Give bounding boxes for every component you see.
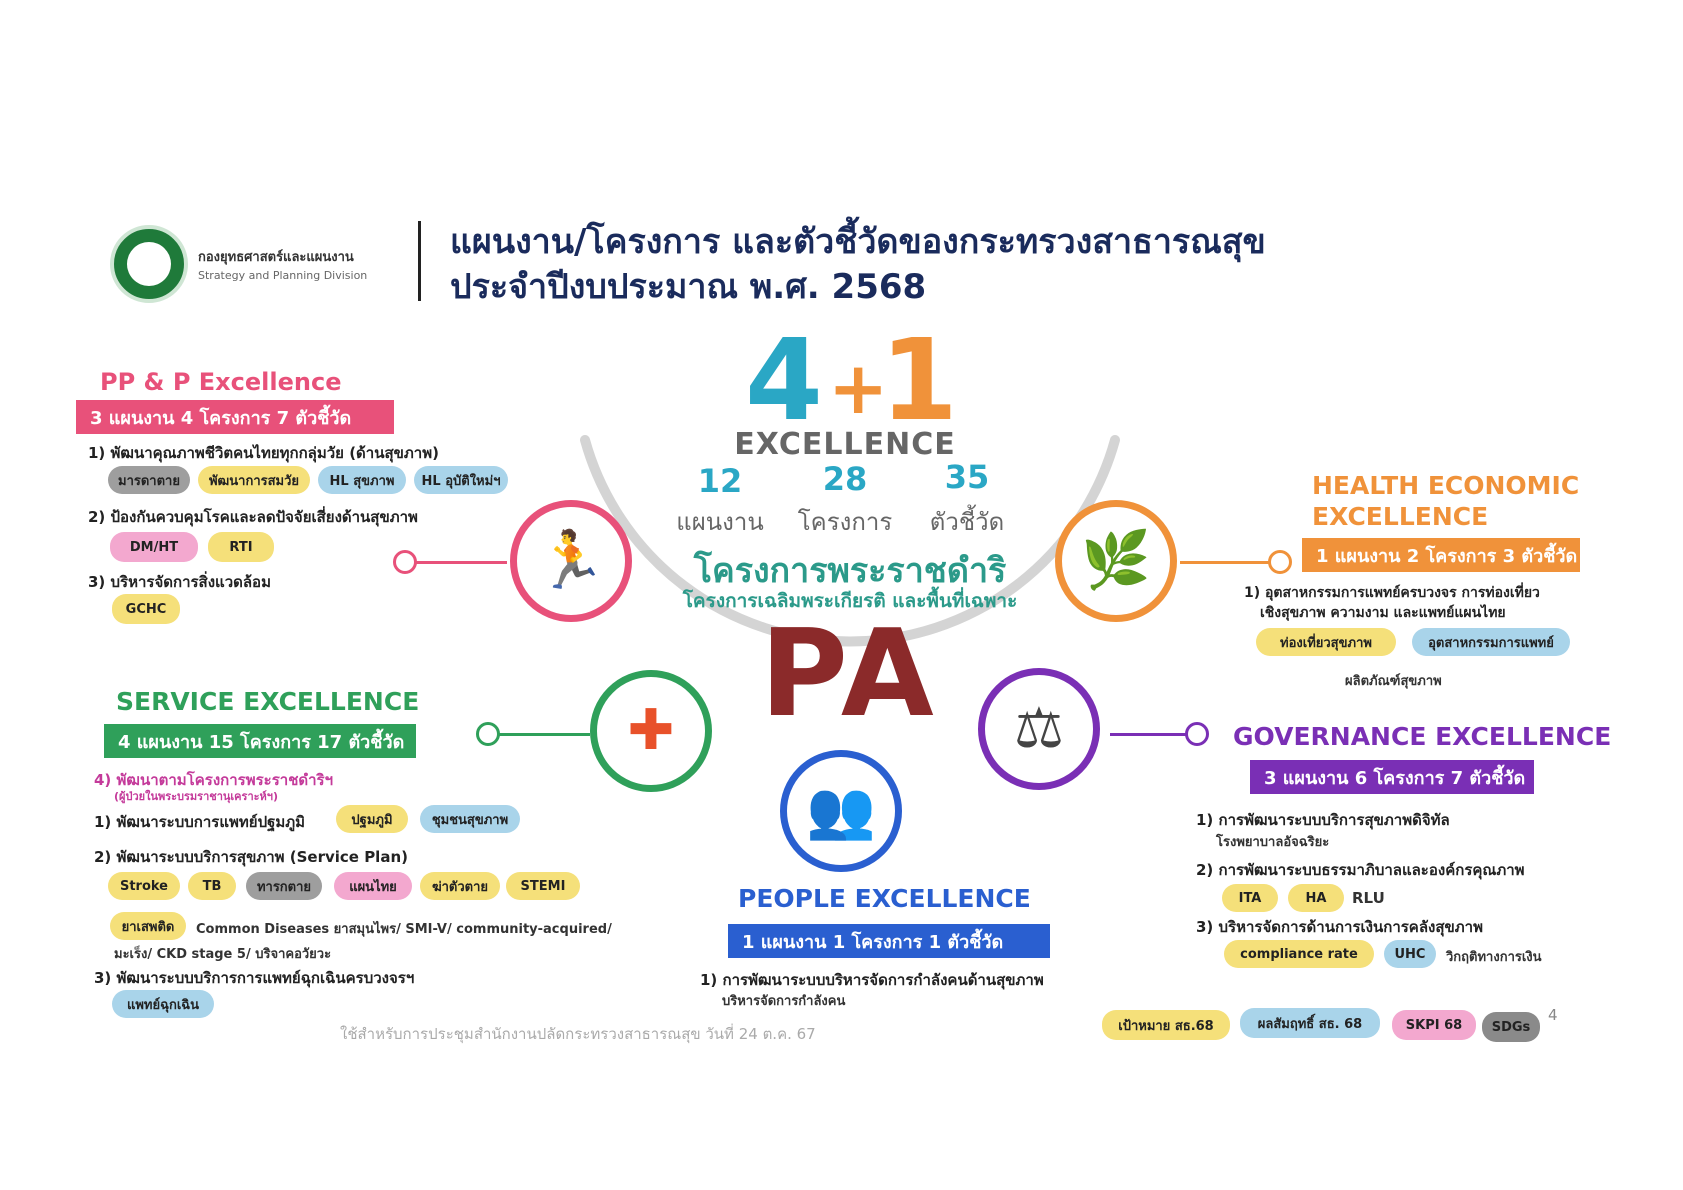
governance-item-1-sub: โรงพยาบาลอัจฉริยะ	[1216, 835, 1330, 850]
service-item-2: 2) พัฒนาระบบบริการสุขภาพ (Service Plan)	[94, 848, 408, 866]
service-pill-tb: TB	[188, 872, 236, 900]
stat-projects-value: 28	[822, 460, 868, 498]
health-connector-dot	[1268, 550, 1292, 574]
health-summary-bar: 1 แผนงาน 2 โครงการ 3 ตัวชี้วัด	[1302, 538, 1580, 572]
stat-plans-value: 12	[697, 462, 743, 500]
service-pill-drugs: ยาเสพติด	[110, 912, 186, 940]
health-item-1-line1: 1) อุตสาหกรรมการแพทย์ครบวงจร การท่องเที่ยว	[1244, 585, 1540, 601]
service-item-4: 4) พัฒนาตามโครงการพระราชดำริฯ	[94, 771, 334, 789]
health-products-icon: 🌿	[1081, 528, 1151, 593]
legend-pill-skpi: SKPI 68	[1392, 1010, 1476, 1040]
pp-pill-hl-health: HL สุขภาพ	[318, 466, 406, 494]
service-text-line1: Common Diseases ยาสมุนไพร/ SMI-V/ community-acquired/	[196, 922, 612, 937]
pa-label: PA	[760, 605, 938, 744]
page-title-line2: ประจำปีงบประมาณ พ.ศ. 2568	[450, 267, 927, 307]
pp-item-1: 1) พัฒนาคุณภาพชีวิตคนไทยทุกกลุ่มวัย (ด้านสุขภาพ)	[88, 444, 439, 462]
footer-note: ใช้สำหรับการประชุมสำนักงานปลัดกระทรวงสาธารณสุข วันที่ 24 ต.ค. 67	[340, 1025, 816, 1043]
service-pill-suicide: ฆ่าตัวตาย	[420, 872, 500, 900]
service-item-4-sub: (ผู้ป่วยในพระบรมราชานุเคราะห์ฯ)	[114, 790, 278, 803]
big-number-four: 4	[745, 316, 823, 446]
service-title: SERVICE EXCELLENCE	[116, 687, 420, 716]
pp-pill-dmht: DM/HT	[110, 532, 198, 562]
governance-pill-compliance: compliance rate	[1224, 940, 1374, 968]
service-pill-thai-medicine: แผนไทย	[334, 872, 412, 900]
health-pill-industry: อุตสาหกรรมการแพทย์	[1412, 628, 1570, 656]
pp-pill-hl-emerging: HL อุบัติใหม่ฯ	[414, 466, 508, 494]
health-pill-tourism: ท่องเที่ยวสุขภาพ	[1256, 628, 1396, 656]
health-connector	[1180, 561, 1275, 564]
service-pill-stroke: Stroke	[108, 872, 180, 900]
excellence-label: EXCELLENCE	[734, 427, 956, 462]
governance-pill-ha: HA	[1288, 884, 1344, 912]
legend-pill-achievement: ผลสัมฤทธิ์ สธ. 68	[1240, 1008, 1380, 1038]
governance-text-rlu: RLU	[1352, 889, 1385, 907]
stat-projects-label: โครงการ	[797, 508, 893, 536]
service-connector	[498, 733, 590, 736]
governance-summary-bar: 3 แผนงาน 6 โครงการ 7 ตัวชี้วัด	[1250, 760, 1534, 794]
scales-icon: ⚖	[1013, 696, 1065, 761]
people-summary-bar: 1 แผนงาน 1 โครงการ 1 ตัวชี้วัด	[728, 924, 1050, 958]
service-pill-community: ชุมชนสุขภาพ	[420, 805, 520, 833]
health-title-line2: EXCELLENCE	[1312, 502, 1489, 531]
pp-pill-maternal-death: มารดาตาย	[108, 466, 190, 494]
service-pill-primary: ปฐมภูมิ	[336, 805, 408, 833]
governance-title: GOVERNANCE EXCELLENCE	[1233, 722, 1612, 751]
people-title: PEOPLE EXCELLENCE	[738, 884, 1031, 913]
pp-title: PP & P Excellence	[100, 368, 342, 396]
pp-pill-rti: RTI	[208, 532, 274, 562]
service-item-3: 3) พัฒนาระบบบริการการแพทย์ฉุกเฉินครบวงจรฯ	[94, 969, 415, 987]
governance-pill-uhc: UHC	[1384, 940, 1436, 968]
governance-pill-ita: ITA	[1222, 884, 1278, 912]
service-pill-infant-death: ทารกตาย	[246, 872, 322, 900]
service-item-1: 1) พัฒนาระบบการแพทย์ปฐมภูมิ	[94, 813, 306, 831]
doctor-nurse-icon: 👥	[806, 778, 876, 843]
pp-item-3: 3) บริหารจัดการสิ่งแวดล้อม	[88, 573, 271, 591]
governance-item-1: 1) การพัฒนาระบบบริการสุขภาพดิจิทัล	[1196, 811, 1450, 829]
service-connector-dot	[476, 722, 500, 746]
people-item-1: 1) การพัฒนาระบบบริหารจัดการกำลังคนด้านสุขภาพ	[700, 971, 1044, 989]
service-excellence-circle	[590, 670, 712, 792]
pp-pill-development: พัฒนาการสมวัย	[198, 466, 310, 494]
page-title-line1: แผนงาน/โครงการ และตัวชี้วัดของกระทรวงสาธารณสุข	[450, 222, 1266, 262]
big-number-one: 1	[880, 316, 958, 446]
royal-project-title: โครงการพระราชดำริ	[693, 551, 1007, 591]
pp-connector-dot	[393, 550, 417, 574]
pp-pill-gchc: GCHC	[112, 594, 180, 624]
governance-connector-dot	[1185, 722, 1209, 746]
pp-connector	[415, 561, 507, 564]
governance-text-crisis: วิกฤติทางการเงิน	[1446, 950, 1542, 965]
pp-item-2: 2) ป้องกันควบคุมโรคและลดปัจจัยเสี่ยงด้านสุขภาพ	[88, 508, 418, 526]
legend-pill-sdgs: SDGs	[1482, 1012, 1540, 1042]
governance-excellence-circle	[978, 668, 1100, 790]
page-number: 4	[1548, 1006, 1558, 1024]
legend-pill-target: เป้าหมาย สธ.68	[1102, 1010, 1230, 1040]
governance-item-2: 2) การพัฒนาระบบธรรมาภิบาลและองค์กรคุณภาพ	[1196, 861, 1525, 879]
first-aid-kit-icon: ✚	[627, 698, 675, 763]
governance-item-3: 3) บริหารจัดการด้านการเงินการคลังสุขภาพ	[1196, 918, 1483, 936]
health-item-1-line2: เชิงสุขภาพ ความงาม และแพทย์แผนไทย	[1260, 605, 1506, 621]
service-pill-stemi: STEMI	[506, 872, 580, 900]
people-item-1-sub: บริหารจัดการกำลังคน	[722, 994, 846, 1009]
stat-plans-label: แผนงาน	[676, 508, 764, 536]
pp-summary-bar: 3 แผนงาน 4 โครงการ 7 ตัวชี้วัด	[76, 400, 394, 434]
runner-icon: 🏃	[536, 528, 606, 593]
royal-project-subtitle: โครงการเฉลิมพระเกียรติ และพื้นที่เฉพาะ	[682, 590, 1018, 612]
stat-indicators-label: ตัวชี้วัด	[929, 508, 1005, 536]
stat-indicators-value: 35	[944, 458, 990, 496]
service-pill-emergency: แพทย์ฉุกเฉิน	[112, 990, 214, 1018]
health-title-line1: HEALTH ECONOMIC	[1312, 471, 1580, 500]
health-economic-circle	[1055, 500, 1177, 622]
people-excellence-circle	[780, 750, 902, 872]
big-plus: +	[828, 346, 889, 430]
org-name-en: Strategy and Planning Division	[198, 269, 368, 282]
org-name-th: กองยุทธศาสตร์และแผนงาน	[198, 250, 354, 265]
health-sub-products: ผลิตภัณฑ์สุขภาพ	[1345, 674, 1442, 689]
pp-excellence-circle	[510, 500, 632, 622]
service-summary-bar: 4 แผนงาน 15 โครงการ 17 ตัวชี้วัด	[104, 724, 416, 758]
service-text-line2: มะเร็ง/ CKD stage 5/ บริจาคอวัยวะ	[114, 947, 332, 962]
